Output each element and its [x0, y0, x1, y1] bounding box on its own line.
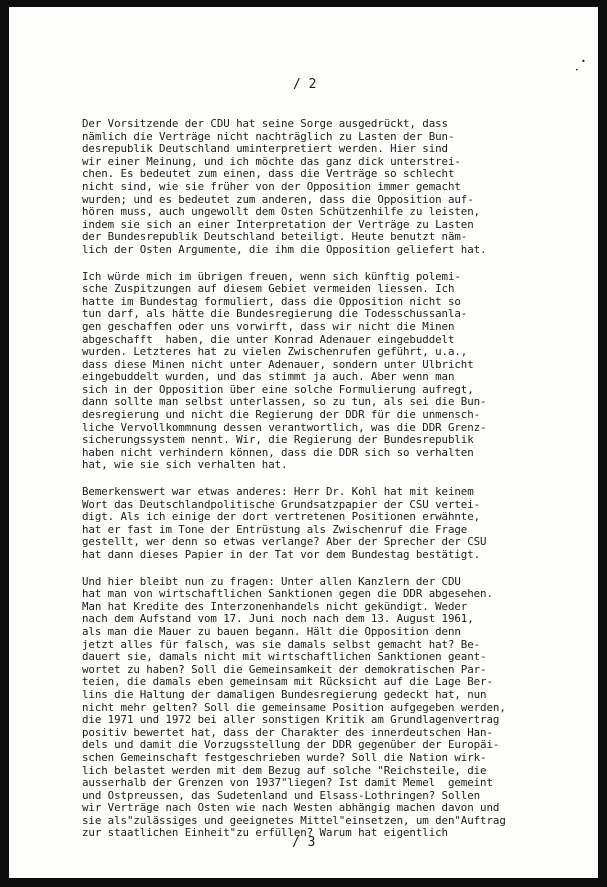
scan-speck-mark: • — [581, 57, 586, 66]
page-number-top: / 2 — [293, 77, 317, 92]
paragraph-1: Der Vorsitzende der CDU hat seine Sorge ausgedrückt, dass nämlich die Verträge nicht nachträglich zu Lasten der Bun- desrepublik Deutschland uminterpretiert werden. Hier sind wir einer Meinung, und ich möchte das ganz dick unterstrei- chen. Es bedeutet zum einen, dass die Verträge so schlecht nicht sind, wie sie früher von der Opposition immer gemacht wurden; und es bedeutet zum anderen, dass die Opposition auf- hören muss, auch ungewollt dem Osten Schützenhilfe zu leisten, indem sie sich an einer Interpretation der Verträge zu Lasten der Bundesrepublik Deutschland beteiligt. Heute benutzt näm- lich der Osten Argumente, die ihm die Opposition geliefert hat. — [82, 117, 487, 256]
page-number-bottom: / 3 — [292, 835, 316, 850]
paragraph-4: Und hier bleibt nun zu fragen: Unter allen Kanzlern der CDU hat man von wirtschaftlichen Sanktionen gegen die DDR abgesehen. Man hat Kredite des Interzonenhandels nicht gekündigt. Weder nach dem Aufstand vom 17. Juni noch nach dem 13. August 1961, als man die Mauer zu bauen begann. Hält die Opposition denn jetzt alles für falsch, was sie damals selbst gemacht hat? Be- dauert sie, damals nicht mit wirtschaftlichen Sanktionen geant- wortet zu haben? Soll die Gemeinsamkeit der demokratischen Par- teien, die damals eben gemeinsam mit Rücksicht auf die Lage Ber- lins die Haltung der damaligen Bundesregierung gedeckt hat, nun nicht mehr gelten? Soll die gemeinsame Position aufgegeben werden, die 1971 und 1972 bei aller sonstigen Kritik am Grundlagenvertrag positiv bewertet hat, dass der Charakter des innerdeutschen Han- dels und damit die Vorzugsstellung der DDR gegenüber der Europäi- schen Gemeinschaft festgeschrieben wurde? Soll die Nation wirk- lich belastet werden mit dem Bezug auf solche "Reichsteile, die ausserhalb der Grenzen von 1937"liegen? Ist damit Memel gemeint und Ostpreussen, das Sudetenland und Elsass-Lothringen? Sollen wir Verträge nach Osten wie nach Westen abhängig machen davon und sie als"zulässiges und geeignetes Mittel"einsetzen, um den"Auftrag zur staatlichen Einheit"zu erfüllen? Warum hat eigentlich — [82, 574, 506, 840]
scan-speck-mark: • — [575, 67, 579, 74]
paragraph-2: Ich würde mich im übrigen freuen, wenn sich künftig polemi- sche Zuspitzungen auf diesem Gebiet vermeiden liessen. Ich hatte im Bundestag formuliert, dass die Opposition nicht so tun darf, als hätte die Bundesregierung die Todesschussanla- gen geschaffen oder uns vorwirft, dass wir nicht die Minen abgeschafft haben, die unter Konrad Adenauer eingebuddelt wurden. Letzteres hat zu vielen Zwischenrufen geführt, u.a., dass diese Minen nicht unter Adenauer, sondern unter Ulbricht eingebuddelt wurden, und das stimmt ja auch. Aber wenn man sich in der Opposition über eine solche Formulierung aufregt, dann sollte man selbst unterlassen, so zu tun, als sei die Bun- desregierung und nicht die Regierung der DDR für die unmensch- liche Vervollkommnung dessen verantwortlich, was die DDR Grenz- sicherungssystem nennt. Wir, die Regierung der Bundesrepublik haben nicht verhindern können, dass die DDR sich so verhalten hat, wie sie sich verhalten hat. — [82, 269, 487, 472]
body-text — [82, 118, 582, 854]
document-page — [9, 7, 598, 878]
paragraph-3: Bemerkenswert war etwas anderes: Herr Dr. Kohl hat mit keinem Wort das Deutschlandpolitische Grundsatzpapier der CSU vertei- digt. Als ich einige der dort vertretenen Positionen erwähnte, hat er fast im Tone der Entrüstung als Zwischenruf die Frage gestellt, wer denn so etwas verlange? Aber der Sprecher der CSU hat dann dieses Papier in der Tat vor dem Bundestag bestätigt. — [82, 485, 487, 561]
